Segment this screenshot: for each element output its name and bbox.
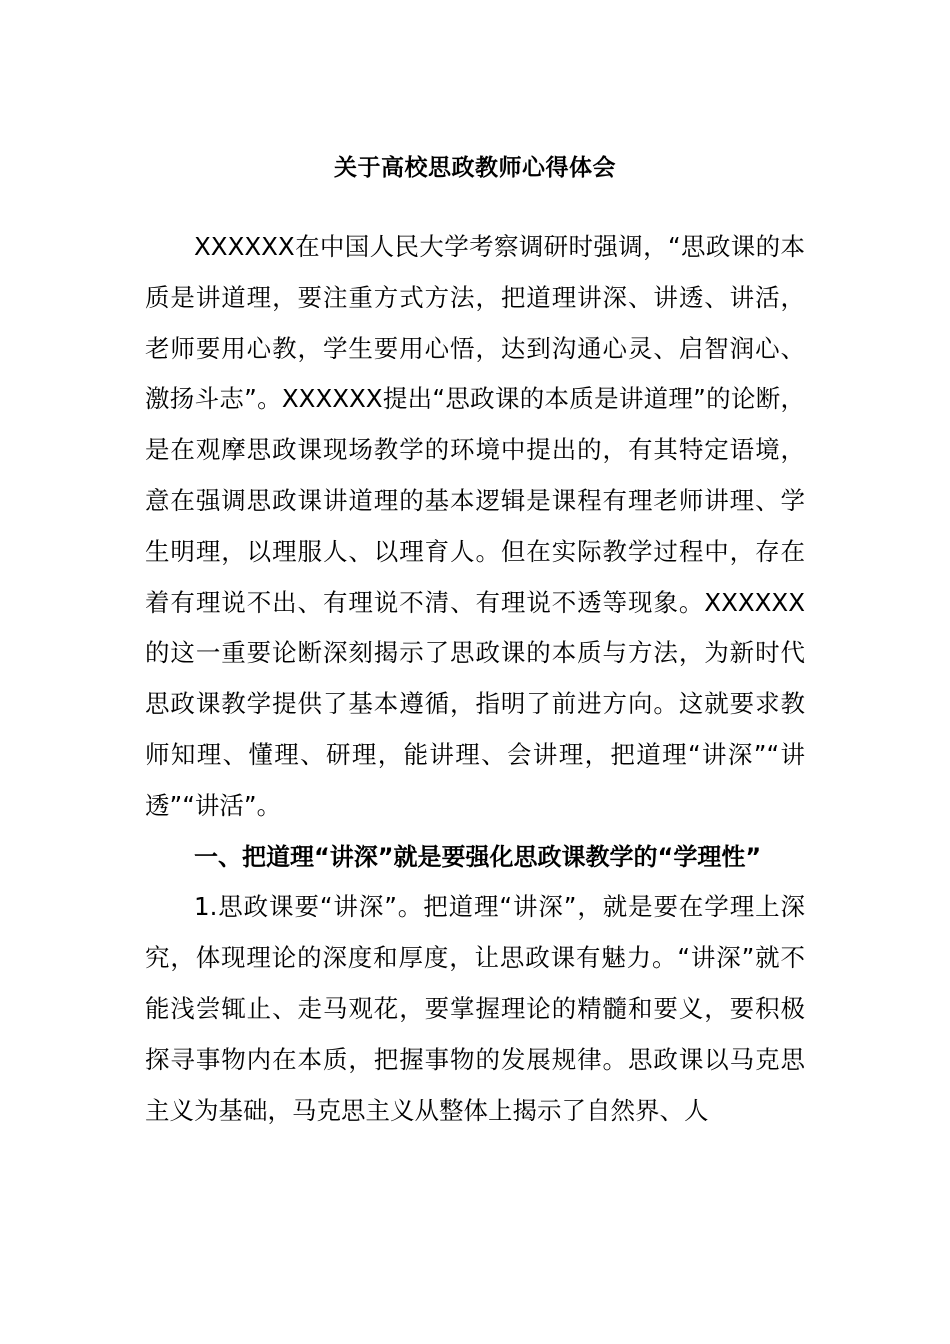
document-body	[145, 222, 805, 1136]
section-paragraph: 1.思政课要“讲深”。把道理“讲深”，就是要在学理上深究，体现理论的深度和厚度，让思政课有魅力。“讲深”就不能浅尝辄止、走马观花，要掌握理论的精髓和要义，要积极探寻事物内在本质，把握事物的发展规律。思政课以马克思主义为基础，马克思主义从整体上揭示了自然界、人	[145, 892, 805, 1125]
document-title: 关于高校思政教师心得体会	[334, 155, 616, 181]
section-heading: 一、把道理“讲深”就是要强化思政课教学的“学理性”	[194, 842, 762, 871]
intro-paragraph: XXXXXX在中国人民大学考察调研时强调，“思政课的本质是讲道理，要注重方式方法，把道理讲深、讲透、讲活，老师要用心教，学生要用心悟，达到沟通心灵、启智润心、激扬斗志”。XXXXXX提出“思政课的本质是讲道理”的论断，是在观摩思政课现场教学的环境中提出的，有其特定语境，意在强调思政课讲道理的基本逻辑是课程有理老师讲理、学生明理，以理服人、以理育人。但在实际教学过程中，存在着有理说不出、有理说不清、有理说不透等现象。XXXXXX的这一重要论断深刻揭示了思政课的本质与方法，为新时代思政课教学提供了基本遵循，指明了前进方向。这就要求教师知理、懂理、研理，能讲理、会讲理，把道理“讲深”“讲透”“讲活”。	[145, 232, 805, 820]
